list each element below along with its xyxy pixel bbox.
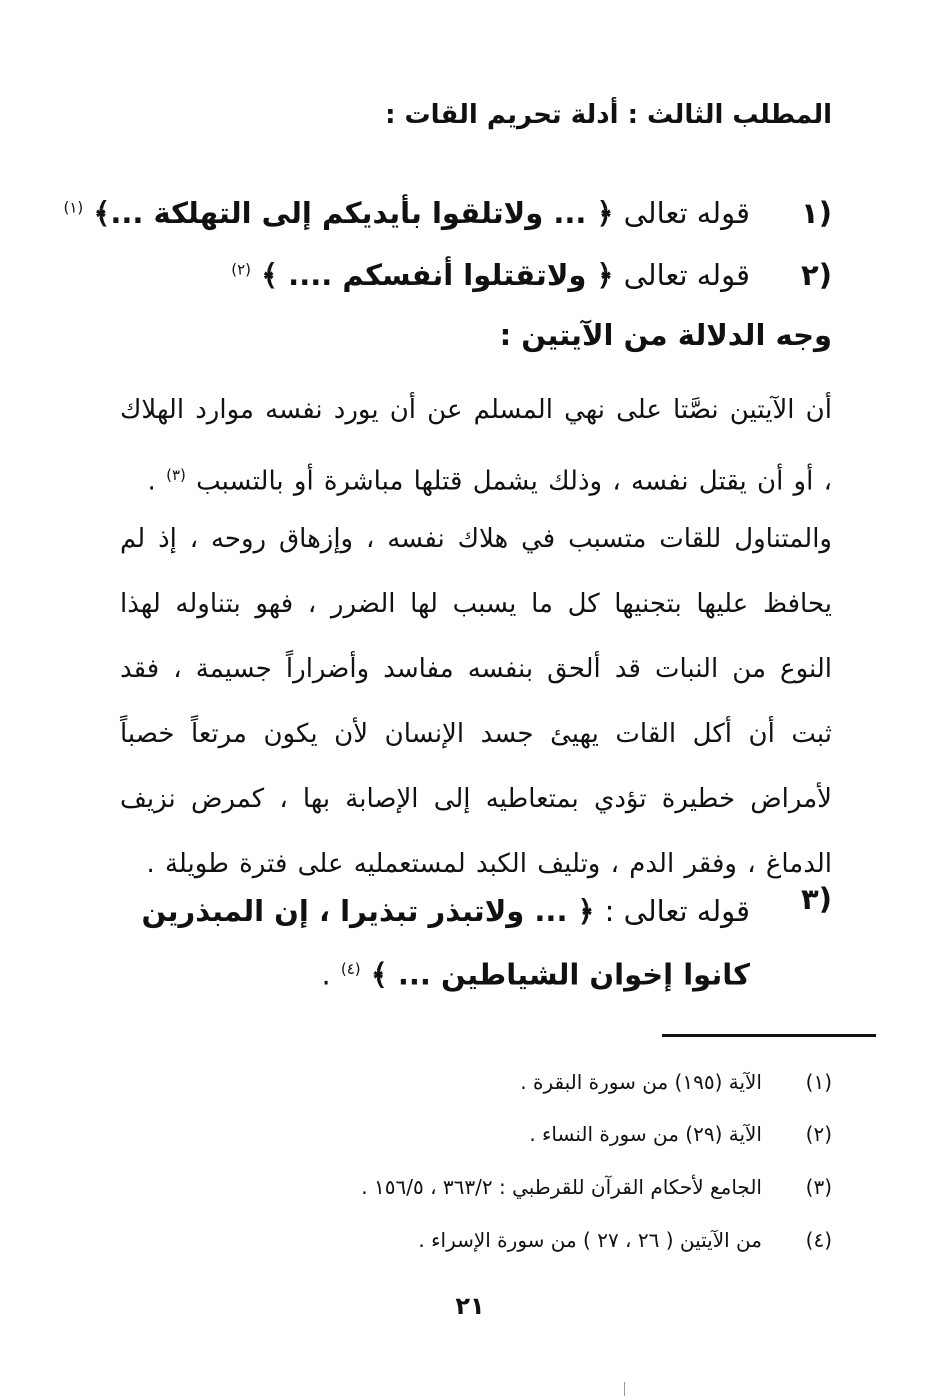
quran-verse: ﴿ ... ولاتبذر تبذيرا ، إن المبذرين كانوا إخوان الشياطين ... ﴾ xyxy=(141,894,750,992)
item-lead: قوله تعالى xyxy=(623,196,750,230)
evidence-item-1 xyxy=(63,196,832,256)
item-lead: قوله تعالى : xyxy=(604,894,750,928)
footnote-text: الجامع لأحكام القرآن للقرطبي : ٣٦٣/٢ ، ١٥٦/٥ . xyxy=(361,1175,762,1199)
paragraph-1 xyxy=(120,378,832,508)
item-number: ١) xyxy=(801,196,832,230)
page-number: ٢١ xyxy=(455,1292,485,1320)
item-lead: قوله تعالى xyxy=(623,258,750,292)
footnote-ref: (٣) xyxy=(166,466,186,484)
item-text xyxy=(63,196,750,230)
footnote-2 xyxy=(112,1122,832,1158)
paragraph-1-text: أن الآيتين نصَّتا على نهي المسلم عن أن يورد نفسه موارد الهلاك ، أو أن يقتل نفسه ، وذلك يشمل قتلها مباشرة أو بالتسبب xyxy=(120,395,832,497)
item-number: ٢) xyxy=(801,258,832,292)
footnote-3 xyxy=(112,1175,832,1211)
paragraph-1-tail: . xyxy=(147,466,156,497)
footnote-ref: (٢) xyxy=(231,260,251,279)
footnote-number: (١) xyxy=(805,1070,832,1094)
footnote-number: (٣) xyxy=(805,1175,832,1199)
footnote-4 xyxy=(112,1228,832,1264)
footnote-number: (٤) xyxy=(805,1228,832,1252)
quran-verse: ﴿ ... ولاتلقوا بأيديكم إلى التهلكة ...﴾ xyxy=(93,196,614,230)
item-number: ٣) xyxy=(801,882,832,916)
footnote-number: (٢) xyxy=(805,1122,832,1146)
section-heading: المطلب الثالث : أدلة تحريم القات : xyxy=(385,100,832,130)
footnote-text: الآية (٢٩) من سورة النساء . xyxy=(529,1122,762,1146)
footnote-1 xyxy=(112,1070,832,1106)
item-tail: . xyxy=(321,957,331,992)
item-text xyxy=(231,258,750,292)
evidence-subheading: وجه الدلالة من الآيتين : xyxy=(499,318,832,352)
evidence-item-3 xyxy=(112,882,832,1002)
footnote-text: من الآيتين ( ٢٦ ، ٢٧ ) من سورة الإسراء . xyxy=(418,1228,762,1252)
footnote-separator xyxy=(662,1034,876,1037)
evidence-item-2 xyxy=(112,258,832,318)
paragraph-2: والمتناول للقات متسبب في هلاك نفسه ، وإزهاق روحه ، إذ لم يحافظ عليها بتجنيها كل ما يسبب لها الضرر ، فهو بتناوله لهذا النوع من النبات قد ألحق بنفسه مفاسد وأضراراً جسيمة ، فقد ثبت أن أكل القات يهيئ جسد الإنسان لأن يكون مرتعاً خصباً لأمراض خطيرة تؤدي بمتعاطيه إلى الإصابة بها ، كمرض نزيف الدماغ ، وفقر الدم ، وتليف الكبد لمستعمليه على فترة طويلة . xyxy=(120,524,832,879)
footnote-ref: (٤) xyxy=(340,960,361,978)
scan-mark xyxy=(624,1382,625,1396)
footnote-text: الآية (١٩٥) من سورة البقرة . xyxy=(520,1070,762,1094)
footnote-ref: (١) xyxy=(63,198,84,217)
item-text xyxy=(100,882,750,1004)
quran-verse: ﴿ ولاتقتلوا أنفسكم .... ﴾ xyxy=(261,258,614,292)
